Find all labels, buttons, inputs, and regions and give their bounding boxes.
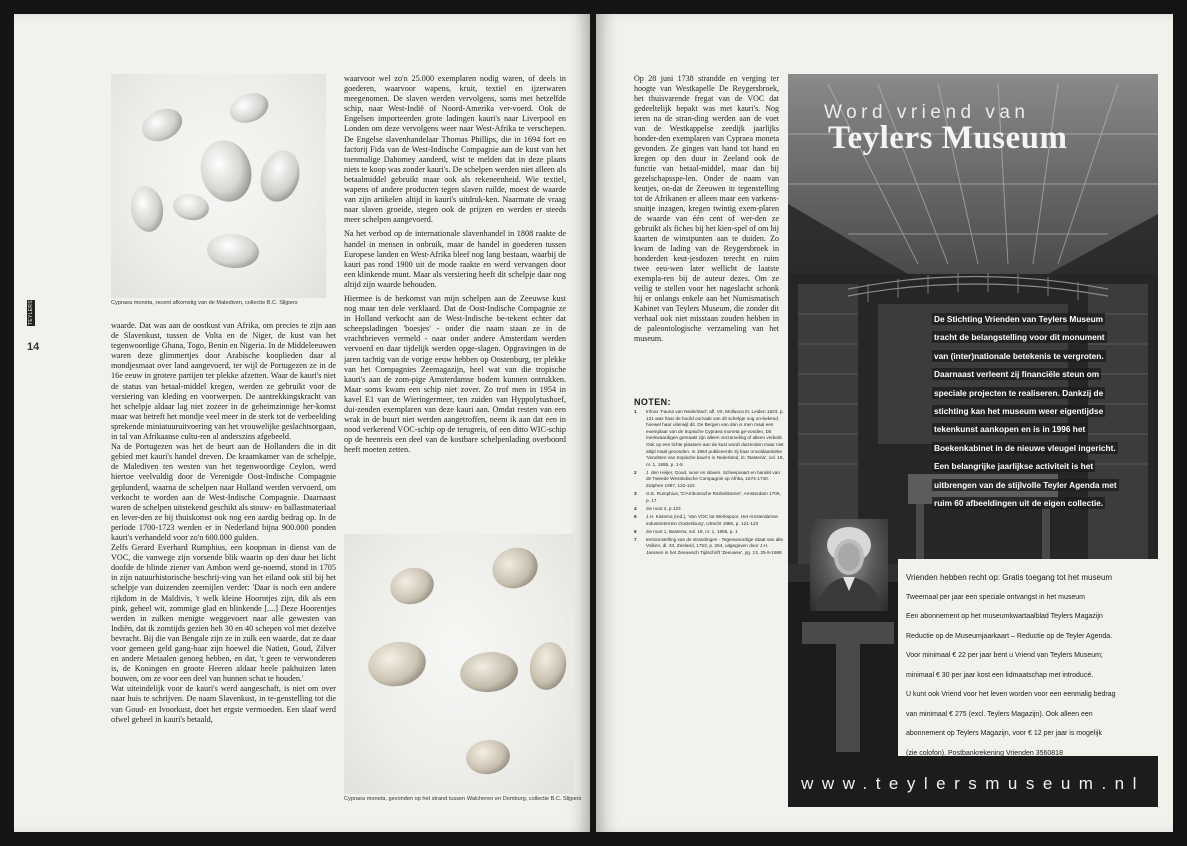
cowrie-shell <box>386 563 438 609</box>
benefit-line: Reductie op de Museumjaarkaart – Reductie op de Teyler Agenda. <box>906 632 1113 640</box>
blurb-line: Boekenkabinet in de nieuwe vleugel ingericht. <box>934 442 1116 453</box>
note-item: 4 zie noot 2, p.123 <box>634 505 681 511</box>
note-item: 2 J. den Heijer, Goud, ivoor en slaven. Scheepvaart en handel van de Tweede Westindische Compagnie op Afrika, 1674-1740. Zutphen 1997, 122-124 <box>634 469 780 489</box>
note-item: 3 G.E. Rumphius, 'D'Amboinsche Rariteitkamer', Amsterdam 1705, p. 17 <box>634 491 781 503</box>
benefit-line: abonnement op Teylers Magazijn, voor € 12 per jaar is mogelijk <box>906 730 1102 737</box>
blurb-line: speciale projecten te realiseren. Dankzij de <box>934 387 1104 398</box>
paragraph: Na het verbod op de internationale slavenhandel in 1808 raakte de handel in mensen in onbruik, maar de handel in goederen tussen Europese landen en West-Afrika bleef nog lang bestaan, waarbij de kauri pas rond 1900 uit de mode raakte en werd vervangen door een klinkende munt. Maar als versiering heeft dit schelpje daar nog altijd zijn waarde behouden. <box>344 229 566 289</box>
blurb-line: van (inter)nationale betekenis te vergroten. <box>934 350 1104 361</box>
shells-photo-bottom <box>344 534 574 794</box>
note-item: 5 J.H. Kistema (red.), 'Van VOC tot Werkspoor. Het Amsterdamse industrieterrein Oostenburg', Utrecht 1986, p. 121-123 <box>634 513 779 526</box>
side-tab <box>24 300 38 338</box>
paragraph: waarvoor wel zo'n 25.000 exemplaren nodig waren, of deels in goederen, waarvoor wapens, kruit, textiel en ijzerwaren meegenomen. De slaven werden vervolgens, soms met hetzelfde schip, naar West-Indië of Noord-Amerika ver-voerd. Ook de Engelsen importeerden grote ladingen kauri's naar Liverpool en Londen om deze vervolgens weer naar West-Afrika te verschepen. De Engelse slavenhandelaar Thomas Phillips, die in 1694 fort en factorij Fida van de West-Indische Compagnie aan de kust van het toenmalige Dahomey aandeed, wist te melden dat in deze plaats niets te koop was zonder kauri's. De schelpen werden niet alleen als betaalmiddel gebruikt maar ook als rekeneenheid. Wie textiel, wapens of andere producten tegen slaven ruilde, moest de waarde van zijn artikelen altijd in kauri's uitdruk-ken. Naarmate de vraag naar slaven groeide, stegen ook de prijzen en werden er steeds meer schelpen aangevoerd. <box>344 74 566 225</box>
ad-heading-line2: Teylers Museum <box>828 120 1068 156</box>
blurb-line: ruim 60 afbeeldingen uit de eigen collectie. <box>934 498 1104 509</box>
benefit-line: minimaal € 30 per jaar kost een lidmaatschap met introducé. <box>906 671 1094 679</box>
cowrie-shell <box>128 184 166 234</box>
blurb-line: stichting kan het museum weer eigentijdse <box>934 406 1104 417</box>
teyler-portrait <box>810 519 888 611</box>
benefit-line: U kunt ook Vriend voor het leven worden voor een eenmalig bedrag <box>906 691 1116 698</box>
note-item: 1 Infoxx 'Fauna van Nederland', afl. VII, Mollusca III. Leiden 1923, p. 121 was haar de hoofd oorzaak van dit schelpje nog on-bekend, hoewel haar uiterwijl dit. De Bergen van dan is men maal een exemplaar van de tropische Cypraea moneta ge-vonden. Dit merkwaardigen gemaakt zijn alleen verzameling of alleen verkeld. Ook op een lichte plaatsen aan de kust wordt duizenden maar niet altijd maal gevonden. In 1953 publiceerde zij haar onvoldaantieke 'Vondsten van tropische kauri's in Nederland, in: 'Basteria', vol. 19, nr. 1, 1955, p. 1-5 <box>634 409 784 467</box>
cowrie-shell <box>206 232 261 270</box>
blurb-line: Daarnaast verleent zij financiële steun om <box>934 369 1100 380</box>
blurb-line: tracht de belangstelling voor dit monument <box>934 332 1105 343</box>
paragraph: Op 28 juni 1738 strandde en verging ter hoogte van Westkapelle De Reygersbroek, het thuisvarende fregat van de VOC dat gedeeltelijk bepakt was met kauri's. Nog ieren na de stran-ding werden aan de voet van de Westkappelse zeedijk jaarlijks honder-den exemplaren van Cypraea moneta gevonden. Ze gingen van hand tot hand en kregen op den duur in Zeeland ook de functie van betaal-middel, maar dan bij gezelschapsspe-len. Onder de naam van keutjes, on-dat de Zeeuwen in tegenstelling tot de Afrikanen er alleen maar een varkens-snuitje inzagen, kregen twintig exem-plaren de waarde van één cent of wer-den ze gebruikt als fiches bij het kien-spel of om bij kaarten de winstpunten aan te duiden. Zo kwam de lading van de Reygersbroek in honderden keut-jesdozen terecht en ruim twee eeu-wen later wellicht de laatste exempla-ren bij de auteur dezes. Om ze veilig te stellen voor het nageslacht schonk hij er onlangs enkele aan het Numismatisch Kabinet van Teylers Museum, die zonder dit verhaal ook niet misstaan zouden hebben in de paleontologische verzameling van het museum. <box>634 74 779 343</box>
note-item: 6 zie noot 1, Basteria, vol. 19, nr. 1, 1955, p. 1 <box>634 528 738 534</box>
cowrie-shell <box>255 146 305 206</box>
shells-photo-top <box>111 74 326 298</box>
blurb-line: Een belangrijke jaarlijkse activiteit is het <box>934 461 1094 472</box>
paragraph: Na de Portugezen was het de beurt aan de Hollanders die in dit gebied met kauri's handel dreven. De kraamkamer van de schelpje, de Malediven ten westen van het tegenwoordige Ceylon, werd hiertoe veelvuldig door de Verenigde Oost-Indische Compagnie geplunderd, waarna de schelpen naar Holland werden vervoerd, om verkocht te worden aan de West-Indische Compagnie. Daarnaast waren de schelpen uitstekend geschikt als stouw- en ballastmateriaal en lever-den ze bij thuiskomst ook nog een aardig bedrag op. In de periode 1700-1723 werden er in Nederland bijna 900.000 ponden kauri's verhandeld voor zo'n 600.000 gulden. <box>111 442 336 542</box>
cowrie-shell <box>225 88 272 128</box>
photo-bottom-caption: Cypraea moneta, gevonden op het strand tussen Walcheren en Domburg, collectie B.C. Slijpers <box>344 796 582 802</box>
ad-blurb <box>932 310 1152 512</box>
museum-url: www.teylersmuseum.nl <box>801 774 1145 793</box>
blurb-line: uitbrengen van de stijlvolle Teyler Agenda met <box>934 479 1117 490</box>
note-item: 7 tentoonstelling van de strandingen - Tegenwoordige Staat van alle Volken, dl. 33, Zeeland, 1753, p. 264, uitgegeven door J.H. Janssen in het Zeeuwsch Tijdschrift 'Zeeuwse', jrg. 13, 25-9-1986 <box>634 536 783 555</box>
cowrie-shell <box>365 637 430 690</box>
text-column-2 <box>344 74 566 514</box>
portrait-illustration <box>810 519 888 611</box>
cowrie-shell <box>464 737 512 777</box>
benefit-line: Vrienden hebben recht op: Gratis toegang tot het museum <box>906 573 1113 582</box>
cowrie-shell <box>487 541 544 594</box>
text-column-3 <box>634 74 779 394</box>
paragraph: Hiermee is de herkomst van mijn schelpen aan de Zeeuwse kust nog maar ten dele verklaard. Dat de Oost-Indische Compagnie ze in Holland verkocht aan de West-Indische be-tekent echter dat scheepsladingen 'boesjes' - onder die naam staan ze in de vrachtbrieven vermeld - naar onder andere Amsterdam werden vervoerd en daar tijdelijk werden opge-slagen. Opgravingen in de jaren tachtig van de vorige eeuw hebben op Oostenburg, ter plekke van het Compagnies Zeemagazijn, heel wat van die tropische kauri's aan de zom-pige Amsterdamse bodem kunnen ontrukken. Maar soms kwam een schip niet zover. Zo trof men in 1954 in kavel E1 van de Wieringermeer, ten zuiden van Hyppolytushoef, dui-zenden exemplaren van deze kauri aan. Omdat resten van een wrak in de buurt niet werden aangetroffen, neem ik aan dat een in nood verkerend VOC-schip op de terugreis, of een ditto WIC-schip op de heenreis een deel van de kostbare schelpenlading overboord heeft moeten zetten. <box>344 293 566 455</box>
benefit-line: (zie colofon). Postbankrekening Vrienden 3560818 <box>906 749 1063 757</box>
notes-list <box>634 409 784 558</box>
decorative-letter-t <box>802 622 894 752</box>
left-page <box>14 14 590 832</box>
cowrie-shell <box>194 135 258 208</box>
benefit-line: Een abonnement op het museumkwartaalblad Teylers Magazijn <box>906 613 1103 620</box>
benefit-line: Voor minimaal € 22 per jaar bent u Vriend van Teylers Museum; <box>906 652 1103 659</box>
cowrie-shell <box>171 191 211 223</box>
friends-advertisement <box>788 74 1158 807</box>
photo-top-caption: Cypraea moneta, recent afkomstig van de Malediven, collectie B.C. Slijpers <box>111 300 298 306</box>
cowrie-shell <box>526 639 570 693</box>
cowrie-shell <box>137 103 188 148</box>
paragraph: waarde. Dat was aan de oostkust van Afrika, om precies te zijn aan de Slavenkust, tussen de Volta en de Niger, de kust van het tegenwoordige Ghana, Togo, Benin en Nigeria. In de Middeleeuwen waren deze glimmertjes door Arabische kooplieden daar al mondjesmaat over land aangevoerd, ter wijl de Portugezen ze in de 16e eeuw in grotere partijen ter plekke afzetten. Waar de kauri's niet de status van betaal-middel kregen, werden ze gebruikt voor de versiering van kleding en voorwerpen. De aantrekkingskracht van het schelpje aldaar lag niet zozeer in de geheimzinnige her-komst maar wat betreft het mondje veel meer in de sterk tot de verbeelding sprekende miniatuuruitvoering van het vrouwelijke geslachtsorgaan, in tal van Afrikaanse cultu-ren al anderszins afgebeeld. <box>111 321 336 442</box>
side-tab-label: TEYLERS <box>28 300 34 326</box>
page-number: 14 <box>27 341 40 353</box>
benefit-line: van minimaal € 275 (excl. Teylers Magazijn). Ook alleen een <box>906 710 1093 718</box>
ad-heading-line1: Word vriend van <box>824 102 1030 123</box>
right-page <box>596 14 1173 832</box>
notes-title: NOTEN: <box>634 397 671 407</box>
benefits-list <box>906 568 1154 763</box>
paragraph: Wat uiteindelijk voor de kauri's werd aangeschaft, is niet om over naar huis te schrijven. De naam Slavenkust, in te-genstelling tot die van Goud- en Ivoorkust, doet het ergste vermoeden. Een slaaf werd ofwel geheel in kauri's betaald, <box>111 684 336 724</box>
cowrie-shell <box>458 650 519 695</box>
paragraph: Zelfs Gerard Everhard Rumphius, een koopman in dienst van de VOC, die vanwege zijn vorsende blik waarin op den duur het licht doofde de blinde ziener van Ambon werd ge-noemd, stond in 1705 in zijn natuurhistorische beschrij-ving van het eiland ook stil bij het schelpje van duizenden zeemijlen verder: 'Daar is noch een andere rijkdom in de Maldivis, 't welk kleine Hoorntjes zijn, dik als een pink, geheel wit, zommige glad en blinkende [....] Deze Hoorentjes werden in zulken menigte weggevoert naar alle gewesten van Indiën, dat ik zomtijds gezien heb 30 en 40 schepen vol met dezelve bevracht. Bij die van Bengale zijn ze in zulk een waarde, dat ze daar voor gemeen geld gang-baar zijn hoewel die Natien, Goud, Zilver en andere Metaalen genoeg hebben, en dat, 't geen te verwonderen is, de Koningen en groote Heeren aldaar heele pakhuizen laten bouwen, om ze voor een deel van hunnen schat te houden.' <box>111 543 336 684</box>
benefit-line: Tweemaal per jaar een speciale ontvangst in het museum <box>906 593 1085 601</box>
text-column-1 <box>111 321 336 815</box>
blurb-line: tekenkunst aankopen en is in 1996 het <box>934 424 1086 435</box>
blurb-line: De Stichting Vrienden van Teylers Museum <box>934 314 1104 324</box>
